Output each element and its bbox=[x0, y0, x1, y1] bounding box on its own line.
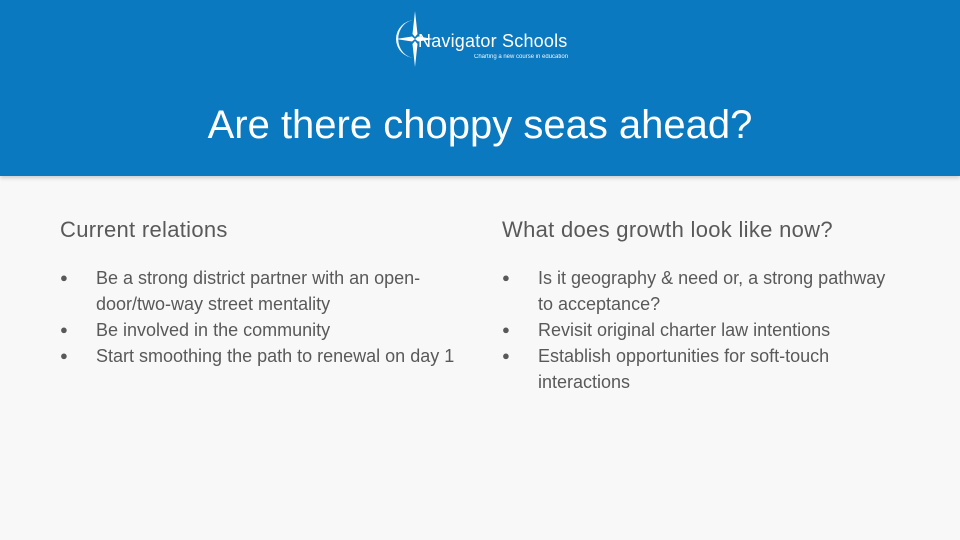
bullet-icon: ● bbox=[60, 270, 68, 285]
bullet-icon: ● bbox=[502, 348, 510, 363]
list-item bbox=[502, 343, 902, 395]
logo-tagline: Charting a new course in education bbox=[474, 54, 569, 60]
list-item-text: Be a strong district partner with an open-door/two-way street mentality bbox=[96, 268, 421, 314]
header-banner bbox=[0, 0, 960, 176]
left-column-heading: Current relations bbox=[60, 217, 228, 242]
bullet-icon: ● bbox=[60, 348, 68, 363]
left-bullet-list bbox=[60, 265, 470, 369]
left-column bbox=[60, 214, 470, 369]
list-item-text: Revisit original charter law intentions bbox=[538, 320, 831, 340]
bullet-icon: ● bbox=[502, 322, 510, 337]
list-item-text: Is it geography & need or, a strong pathway to acceptance? bbox=[538, 268, 886, 314]
list-item bbox=[502, 317, 902, 343]
list-item-text: Start smoothing the path to renewal on day 1 bbox=[96, 346, 455, 366]
list-item-text: Establish opportunities for soft-touch interactions bbox=[538, 346, 830, 392]
logo-name: Navigator Schools bbox=[418, 31, 568, 51]
bullet-icon: ● bbox=[502, 270, 510, 285]
right-column bbox=[502, 214, 902, 395]
right-column-heading: What does growth look like now? bbox=[502, 217, 833, 242]
list-item-text: Be involved in the community bbox=[96, 320, 331, 340]
list-item bbox=[60, 317, 470, 343]
navigator-schools-logo bbox=[388, 10, 578, 68]
list-item bbox=[60, 343, 470, 369]
right-bullet-list bbox=[502, 265, 902, 395]
list-item bbox=[502, 265, 902, 317]
bullet-icon: ● bbox=[60, 322, 68, 337]
page-title: Are there choppy seas ahead? bbox=[207, 103, 753, 147]
list-item bbox=[60, 265, 470, 317]
